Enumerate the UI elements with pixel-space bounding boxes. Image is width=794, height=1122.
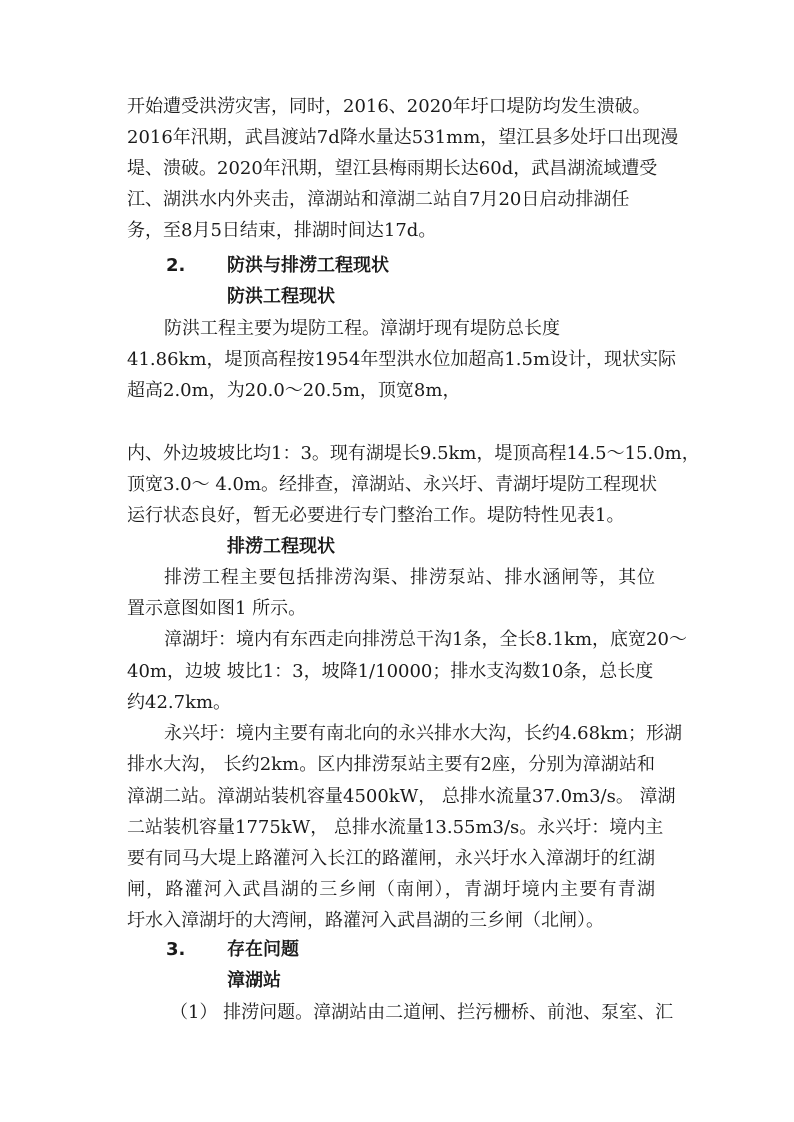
body-text-line: 运行状态良好，暂无必要进行专门整治工作。堤防特性见表1。 [127, 505, 625, 526]
body-text-line: 开始遭受洪涝灾害，同时，2016、2020年圩口堤防均发生溃破。 [127, 96, 651, 117]
section-number: 2. [166, 255, 186, 276]
body-text-line: 漳湖圩：境内有东西走向排涝总干沟1条，全长8.1km，底宽20～ [164, 629, 687, 650]
body-text-line: 防洪工程主要为堤防工程。漳湖圩现有堤防总长度 [164, 318, 560, 339]
body-text-line: 二站装机容量1775kW， 总排水流量13.55m3/s。永兴圩：境内主 [127, 817, 664, 838]
body-text-line: 圩水入漳湖圩的大湾闸，路灌河入武昌湖的三乡闸（北闸）。 [127, 910, 604, 931]
section-heading: 防洪与排涝工程现状 [227, 255, 389, 276]
body-text-line: 41.86km，堤顶高程按1954年型洪水位加超高1.5m设计，现状实际 [127, 349, 677, 370]
body-text-line: 江、湖洪水内外夹击，漳湖站和漳湖二站自7月20日启动排湖任 [127, 189, 630, 210]
body-text-line: 内、外边坡坡比均1：3。现有湖堤长9.5km，堤顶高程14.5～15.0m， [127, 443, 700, 464]
body-text-line: 排涝工程主要包括排涝沟渠、排涝泵站、排水涵闸等，其位 [164, 567, 655, 588]
section-heading: 存在问题 [227, 939, 299, 960]
subsection-heading: 防洪工程现状 [227, 286, 335, 307]
body-text-line: （1） 排涝问题。漳湖站由二道闸、拦污栅桥、前池、泵室、汇 [170, 1002, 674, 1023]
subsection-heading: 排涝工程现状 [227, 536, 335, 557]
section-number: 3. [166, 939, 186, 960]
body-text-line: 2016年汛期，武昌渡站7d降水量达531mm，望江县多处圩口出现漫 [127, 127, 679, 148]
body-text-line: 闸，路灌河入武昌湖的三乡闸（南闸），青湖圩境内主要有青湖 [127, 879, 655, 900]
subsection-heading: 漳湖站 [227, 970, 281, 991]
body-text-line: 堤、溃破。2020年汛期，望江县梅雨期长达60d，武昌湖流域遭受 [127, 158, 658, 179]
body-text-line: 永兴圩：境内主要有南北向的永兴排水大沟，长约4.68km；形湖 [164, 723, 683, 744]
body-text-line: 置示意图如图1 所示。 [127, 598, 307, 619]
body-text-line: 顶宽3.0～ 4.0m。经排查，漳湖站、永兴圩、青湖圩堤防工程现状 [127, 474, 658, 495]
body-text-line: 40m，边坡 坡比1：3，坡降1/10000；排水支沟数10条，总长度 [127, 661, 654, 682]
body-text-line: 约42.7km。 [127, 692, 232, 713]
body-text-line: 超高2.0m，为20.0～20.5m，顶宽8m， [127, 380, 461, 401]
body-text-line: 务，至8月5日结束，排湖时间达17d。 [127, 220, 437, 241]
body-text-line: 排水大沟， 长约2km。区内排涝泵站主要有2座，分别为漳湖站和 [127, 754, 655, 775]
body-text-line: 要有同马大堤上路灌河入长江的路灌闸，永兴圩水入漳湖圩的红湖 [127, 848, 655, 869]
body-text-line: 漳湖二站。漳湖站装机容量4500kW， 总排水流量37.0m3/s。 漳湖 [127, 786, 676, 807]
